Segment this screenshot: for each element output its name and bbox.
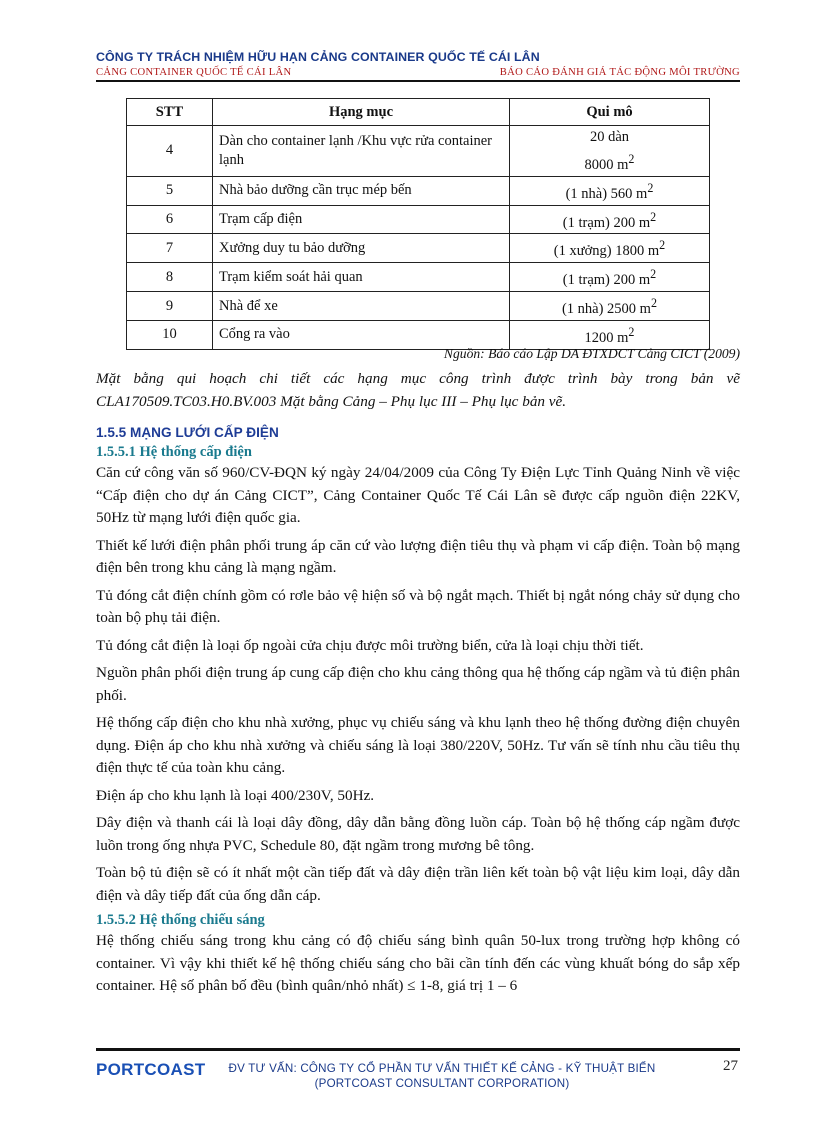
paragraph: Hệ thống chiếu sáng trong khu cảng có độ chiếu sáng bình quân 50-lux trong trường hợp không có container. Vì vậy khi thiết kế hệ thống chiếu sáng cho bãi cần tính đến các vùng khuất bóng do sắp xếp container. Hệ số phân bố đều (bình quân/nhỏ nhất) ≤ 1-8, giá trị 1 – 6 — [96, 932, 740, 994]
col-header-scale: Qui mô — [510, 99, 710, 126]
table-row — [127, 263, 710, 292]
unit-exponent: 2 — [659, 238, 666, 253]
table-row — [127, 234, 710, 263]
paragraph: Toàn bộ tủ điện sẽ có ít nhất một cần tiếp đất và dây điện trần liên kết toàn bộ vật liệu kim loại, dây dẫn điện và dây tiếp đất của ống dẫn cáp. — [96, 864, 740, 904]
cell-item: Dàn cho container lạnh /Khu vực rửa container lạnh — [213, 126, 510, 177]
unit-exponent: 2 — [628, 152, 635, 166]
cell-stt: 5 — [127, 176, 213, 205]
facility-table — [126, 98, 710, 350]
subsection-heading: 1.5.5.2 Hệ thống chiếu sáng — [96, 912, 265, 928]
scale-line — [516, 148, 703, 176]
cell-scale — [510, 205, 710, 234]
document-body — [96, 368, 740, 1003]
footer-consultant — [214, 1061, 670, 1091]
page-number: 27 — [723, 1057, 738, 1074]
cell-scale — [510, 234, 710, 263]
header-subline — [96, 67, 740, 82]
footer-line: ĐV TƯ VẤN: CÔNG TY CỔ PHẦN TƯ VẤN THIẾT KẾ CẢNG - KỸ THUẬT BIỂN — [228, 1061, 656, 1075]
cell-item: Xưởng duy tu bảo dưỡng — [213, 234, 510, 263]
table-row — [127, 292, 710, 321]
table-row — [127, 176, 710, 205]
scale-value: 8000 m — [584, 156, 629, 173]
unit-exponent: 2 — [647, 180, 654, 195]
cell-stt: 10 — [127, 320, 213, 349]
col-header-item: Hạng mục — [213, 99, 510, 126]
table-source-note: Nguồn: Báo cáo Lập DA ĐTXDCT Cảng CICT (2009) — [443, 346, 740, 361]
paragraph: Điện áp cho khu lạnh là loại 400/230V, 50Hz. — [96, 786, 375, 804]
paragraph: Tủ đóng cắt điện chính gồm có rơle bảo vệ hiện số và bộ ngắt mạch. Thiết bị ngắt nóng chảy sử dụng cho toàn bộ phụ tải điện. — [96, 586, 740, 626]
cell-stt: 6 — [127, 205, 213, 234]
page-header — [96, 50, 740, 82]
cell-scale — [510, 176, 710, 205]
unit-exponent: 2 — [650, 296, 658, 311]
intro-paragraph: Mặt bằng qui hoạch chi tiết các hạng mục công trình được trình bày trong bản vẽ CLA170509.TC03.H0.BV.003 Mặt bằng Cảng – Phụ lục III – Phụ lục bản vẽ. — [96, 370, 740, 410]
paragraph: Hệ thống cấp điện cho khu nhà xưởng, phục vụ chiếu sáng và khu lạnh theo hệ thống đường điện chuyên dụng. Điện áp cho khu nhà xưởng và chiếu sáng là loại 380/220V, 50Hz. Tư vấn sẽ tính nhu cầu tiêu thụ điện thực tế của toàn khu cảng. — [96, 714, 740, 776]
cell-item: Nhà để xe — [213, 292, 510, 321]
subsection-heading: 1.5.5.1 Hệ thống cấp điện — [96, 444, 252, 460]
company-name: CÔNG TY TRÁCH NHIỆM HỮU HẠN CẢNG CONTAINER QUỐC TẾ CÁI LÂN — [96, 50, 540, 64]
cell-item: Nhà bảo dưỡng cần trục mép bến — [213, 176, 510, 205]
col-header-stt: STT — [127, 99, 213, 126]
page-footer — [96, 1048, 740, 1090]
cell-item: Cổng ra vào — [213, 320, 510, 349]
paragraph: Căn cứ công văn số 960/CV-ĐQN ký ngày 24/04/2009 của Công Ty Điện Lực Tỉnh Quảng Ninh về việc “Cấp điện cho dự án Cảng CICT”, Cảng Container Quốc Tế Cái Lân sẽ được cấp nguồn điện 22KV, 50Hz từ mạng lưới điện quốc gia. — [96, 464, 740, 526]
cell-scale — [510, 292, 710, 321]
scale-value: (1 nhà) 2500 m — [561, 300, 651, 317]
scale-value: 1200 m — [584, 329, 629, 346]
cell-stt: 9 — [127, 292, 213, 321]
cell-item: Trạm cấp điện — [213, 205, 510, 234]
unit-exponent: 2 — [650, 267, 657, 282]
cell-item: Trạm kiểm soát hải quan — [213, 263, 510, 292]
unit-exponent: 2 — [628, 324, 635, 339]
cell-stt: 4 — [127, 126, 213, 177]
footer-rule — [96, 1048, 740, 1051]
portcoast-logo: PORTCOAST — [96, 1059, 206, 1079]
paragraph: Thiết kế lưới điện phân phối trung áp căn cứ vào lượng điện tiêu thụ và phạm vi cấp điện. Toàn bộ mạng điện bên trong khu cảng là mạng ngầm. — [96, 536, 740, 576]
paragraph: Nguồn phân phối điện trung áp cung cấp điện cho khu cảng thông qua hệ thống cáp ngầm và tủ điện phân phối. — [96, 664, 740, 704]
header-right: BÁO CÁO ĐÁNH GIÁ TÁC ĐỘNG MÔI TRƯỜNG — [499, 67, 740, 78]
scale-value: (1 trạm) 200 m — [562, 214, 651, 231]
scale-value: (1 trạm) 200 m — [562, 272, 651, 289]
table-header-row — [127, 99, 710, 126]
table-row — [127, 205, 710, 234]
cell-scale — [510, 320, 710, 349]
footer-line: (PORTCOAST CONSULTANT CORPORATION) — [314, 1076, 570, 1090]
paragraph: Dây điện và thanh cái là loại dây đồng, dây dẫn bằng đồng luồn cáp. Toàn bộ hệ thống cáp ngầm được luồn trong ống nhựa PVC, Schedule 80, đặt ngầm trong mương bê tông. — [96, 814, 740, 854]
cell-stt: 7 — [127, 234, 213, 263]
section-heading: 1.5.5 MẠNG LƯỚI CẤP ĐIỆN — [96, 425, 279, 440]
header-left: CẢNG CONTAINER QUỐC TẾ CÁI LÂN — [96, 67, 292, 78]
cell-scale — [510, 263, 710, 292]
cell-scale — [510, 126, 710, 177]
scale-value: (1 nhà) 560 m — [565, 185, 648, 202]
table-row — [127, 126, 710, 177]
scale-value: (1 xưởng) 1800 m — [553, 243, 660, 260]
cell-stt: 8 — [127, 263, 213, 292]
unit-exponent: 2 — [650, 209, 657, 224]
scale-line: 20 dàn — [589, 129, 630, 145]
paragraph: Tủ đóng cắt điện là loại ốp ngoài cửa chịu được môi trường biển, cửa là loại chịu thời tiết. — [96, 636, 644, 654]
table-row — [127, 320, 710, 349]
